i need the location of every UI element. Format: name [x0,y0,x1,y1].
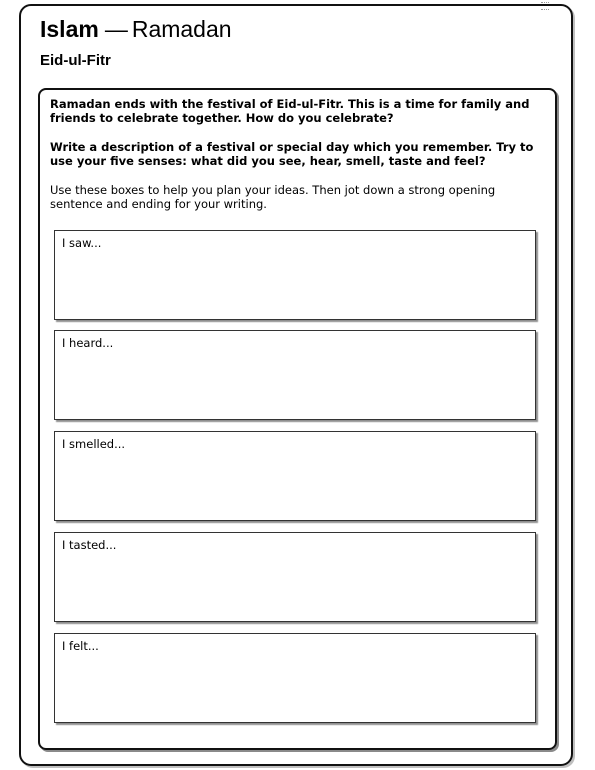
title-topic: Ramadan [131,16,232,42]
page-subtitle: Eid-ul-Fitr [40,52,111,69]
task-text: Write a description of a festival or special day which you remember. Try to use your five senses: what did you see, hear, smell, taste and feel? [50,140,534,168]
corner-mark [541,2,549,10]
felt-label: I felt... [62,639,99,653]
saw-label: I saw... [62,236,102,250]
title-dash: — [104,16,128,42]
smelled-box[interactable] [54,431,536,521]
intro-text: Ramadan ends with the festival of Eid-ul-Fitr. This is a time for family and friends to celebrate together. How do you celebrate? [50,97,530,125]
tasted-label: I tasted... [62,538,117,552]
felt-box[interactable] [54,633,536,723]
title-subject: Islam [40,16,99,42]
saw-box[interactable] [54,230,536,320]
page-title [40,15,232,43]
heard-box[interactable] [54,330,536,420]
tasted-box[interactable] [54,532,536,622]
instructions-text: Use these boxes to help you plan your ideas. Then jot down a strong opening sentence and ending for your writing. [50,183,496,211]
heard-label: I heard... [62,336,114,350]
smelled-label: I smelled... [62,437,126,451]
